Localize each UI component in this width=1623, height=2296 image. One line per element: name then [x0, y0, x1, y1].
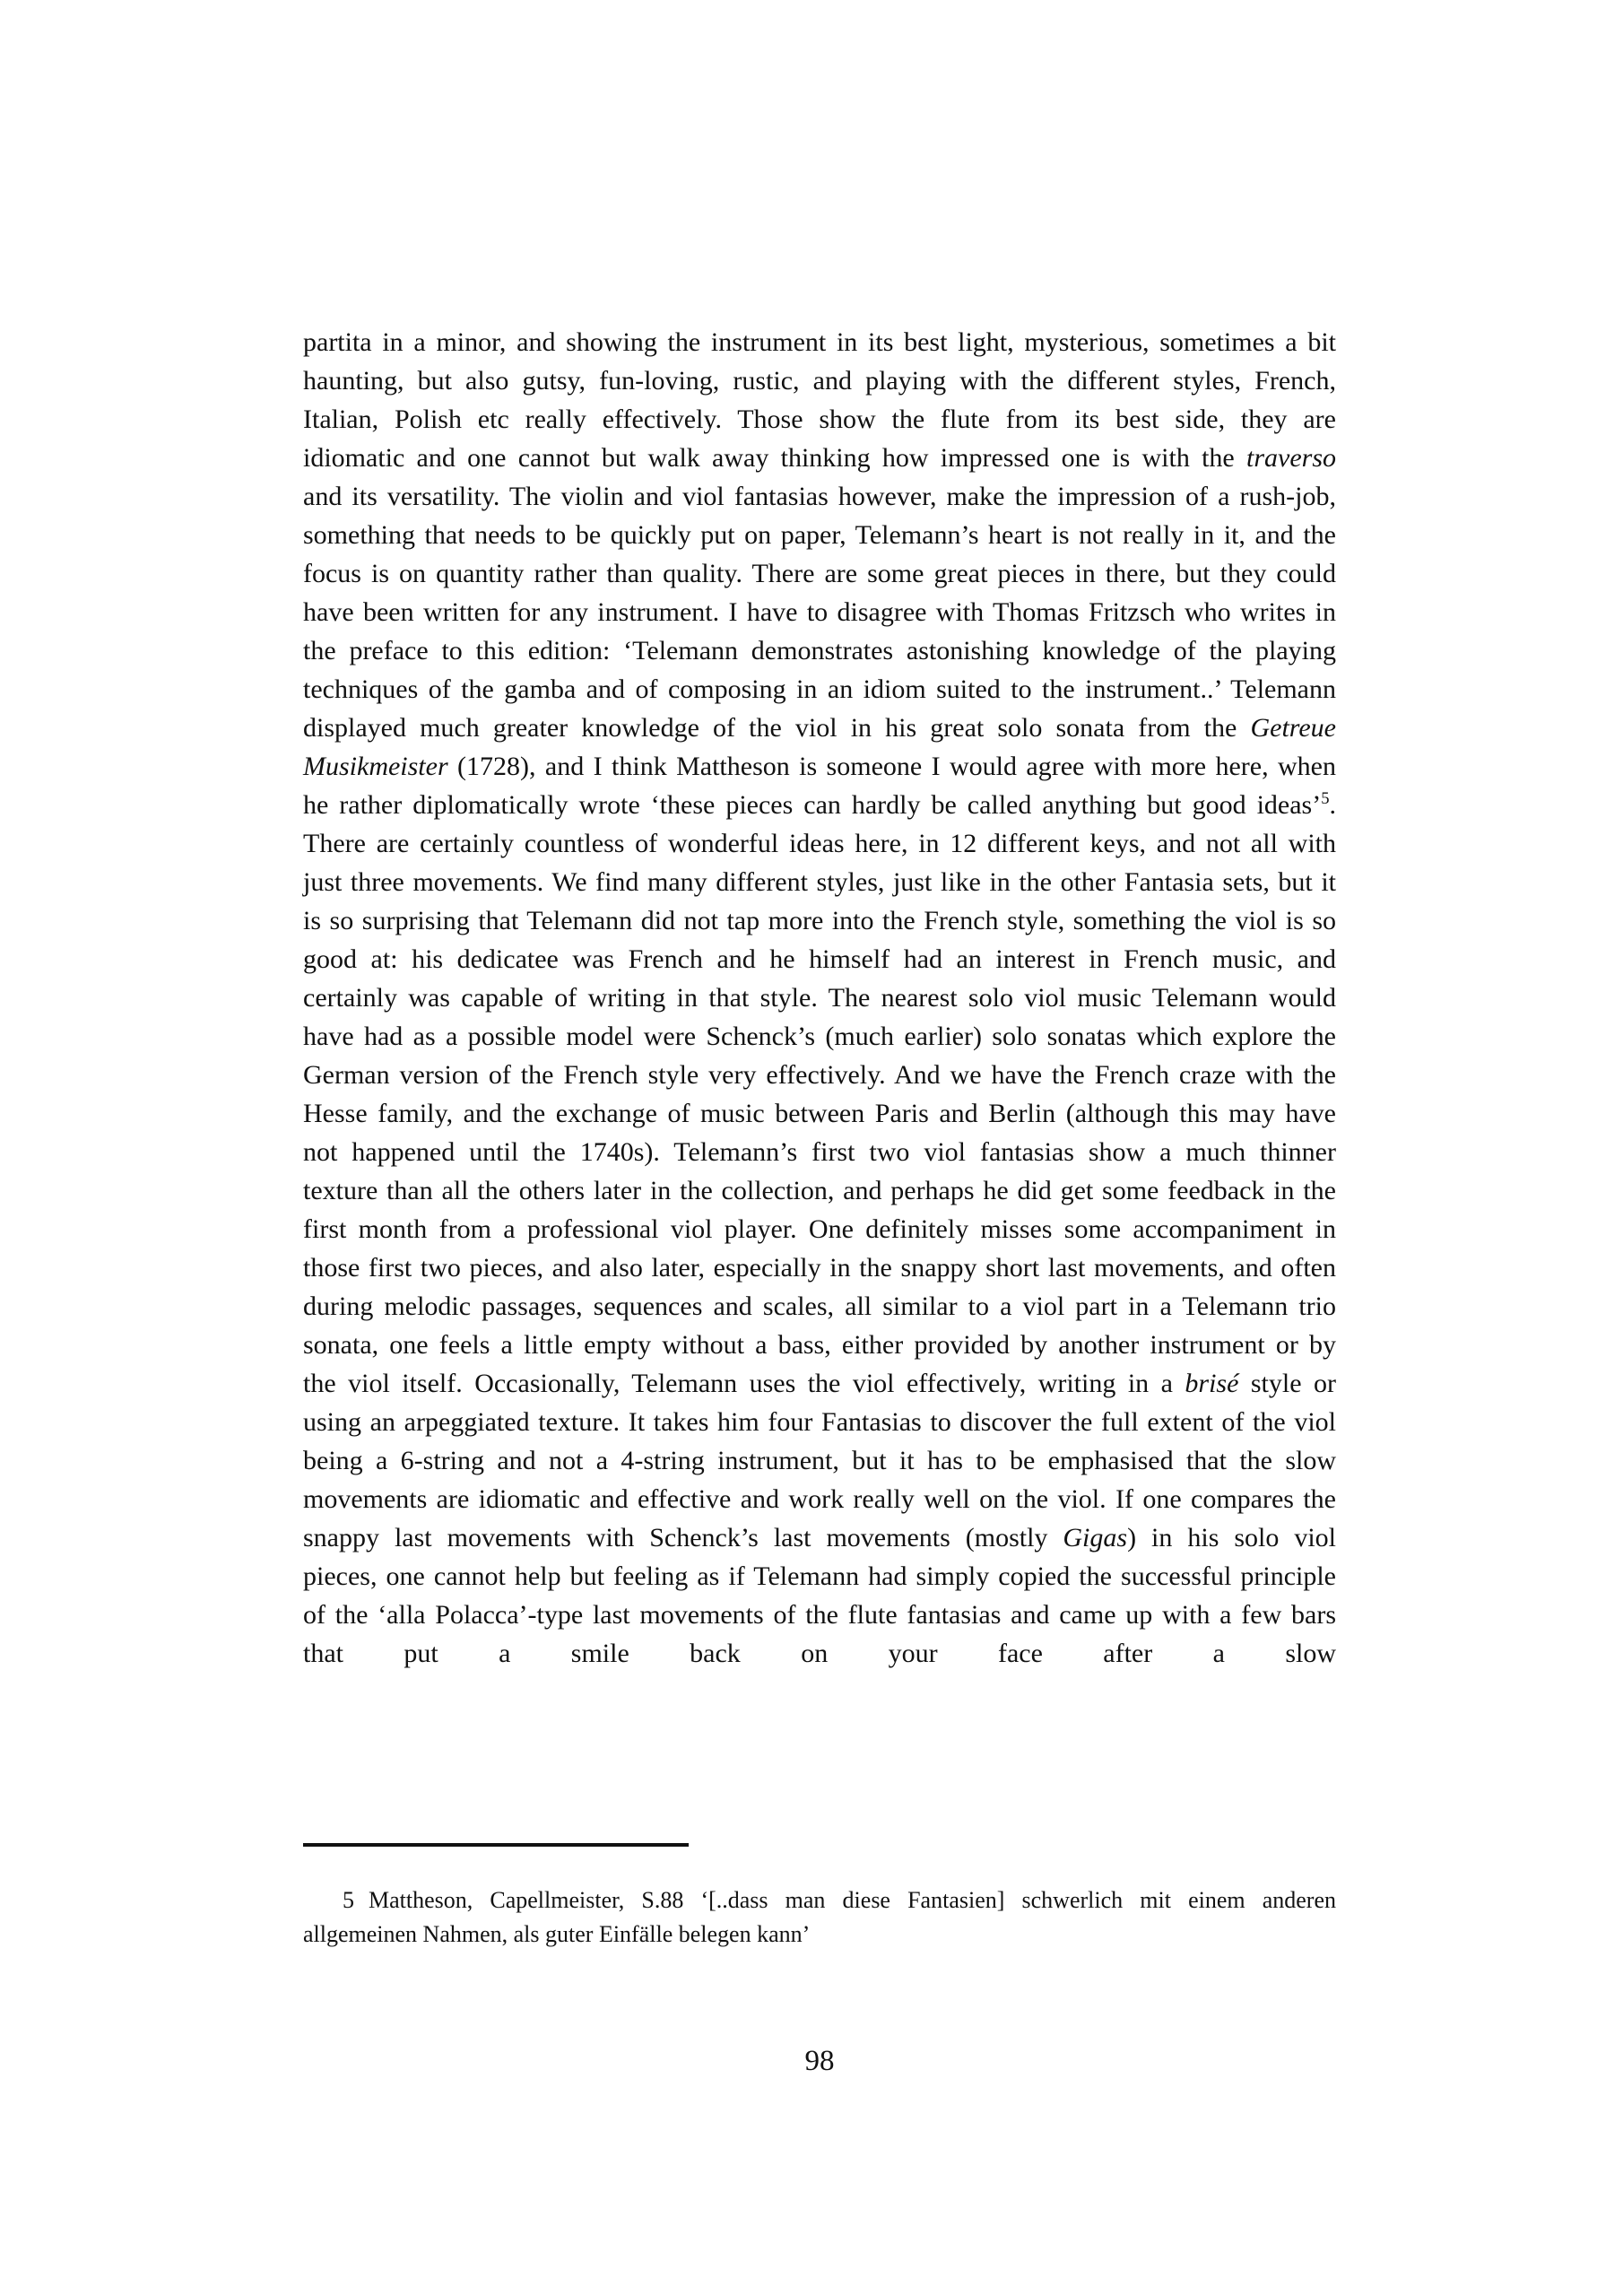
main-text-block: [303, 323, 1336, 1673]
page-number: 98: [804, 2045, 835, 2077]
italic-term-traverso: traverso: [1246, 443, 1336, 473]
body-text-segment: and its versatility. The violin and viol fantasias however, make the impression of a rush-job, something that needs to be quickly put on paper, Telemann’s heart is not really in it, and the focus is on quantity rather than quality. There are some great pieces in there, but they could have been written for any instrument. I have to disagree with Thomas Fritzsch who writes in the preface to this edition: ‘Telemann demonstrates astonishing knowledge of the playing techniques of the gamba and of composing in an idiom suited to the instrument..’ Telemann displayed much greater knowledge of the viol in his great solo sonata from the: [303, 482, 1336, 743]
body-text-segment: . There are certainly countless of wonderful ideas here, in 12 different keys, and not all with just three movements. We find many different styles, just like in the other Fantasia sets, but it is so surprising that Telemann did not tap more into the French style, something the viol is so good at: his dedicatee was French and he himself had an interest in French music, and certainly was capable of writing in that style. The nearest solo viol music Telemann would have had as a possible model were Schenck’s (much earlier) solo sonatas which explore the German version of the French style very effectively. And we have the French craze with the Hesse family, and the exchange of music between Paris and Berlin (although this may have not happened until the 1740s). Telemann’s first two viol fantasias show a much thinner texture than all the others later in the collection, and perhaps he did get some feedback in the first month from a professional viol player. One definitely misses some accompaniment in those first two pieces, and also later, especially in the snappy short last movements, and often during melodic passages, sequences and scales, all similar to a viol part in a Telemann trio sonata, one feels a little empty without a bass, either provided by another instrument or by the viol itself. Occasionally, Telemann uses the viol effectively, writing in a: [303, 790, 1336, 1398]
body-text-segment: style or using an arpeggiated texture. It takes him four Fantasias to discover the full extent of the viol being a 6-string and not a 4-string instrument, but it has to be emphasised that the slow movements are idiomatic and effective and work really well on the viol. If one compares the snappy last movements with Schenck’s last movements (mostly: [303, 1369, 1336, 1552]
footnote: [303, 1883, 1336, 1952]
body-text-segment: ) in his solo viol pieces, one cannot help but feeling as if Telemann had simply copied the successful principle of the ‘alla Polacca’-type last movements of the flute fantasias and came up with a few bars that put a smile back on your face after a slow: [303, 1523, 1336, 1668]
italic-term-gigas: Gigas: [1063, 1523, 1128, 1552]
italic-work-title-getreue-musikmeister: Getreue Musikmeister: [303, 713, 1336, 781]
footnote-separator-rule: [303, 1843, 689, 1847]
italic-term-brise: brisé: [1185, 1369, 1239, 1398]
body-paragraph: [303, 323, 1336, 1673]
footnote-reference-5: 5: [1321, 789, 1330, 808]
footnote-marker: 5: [343, 1887, 354, 1913]
footnote-text: Mattheson, Capellmeister, S.88 ‘[..dass man diese Fantasien] schwerlich mit einem anderen allgemeinen Nahmen, als guter Einfälle belegen kann’: [303, 1887, 1336, 1947]
body-text-segment: partita in a minor, and showing the instrument in its best light, mysterious, sometimes a bit haunting, but also gutsy, fun-loving, rustic, and playing with the different styles, French, Italian, Polish etc really effectively. Those show the flute from its best side, they are idiomatic and one cannot but walk away thinking how impressed one is with the: [303, 327, 1336, 473]
body-text-segment: (1728), and I think Mattheson is someone I would agree with more here, when he rather diplomatically wrote ‘these pieces can hardly be called anything but good ideas’: [303, 752, 1336, 820]
